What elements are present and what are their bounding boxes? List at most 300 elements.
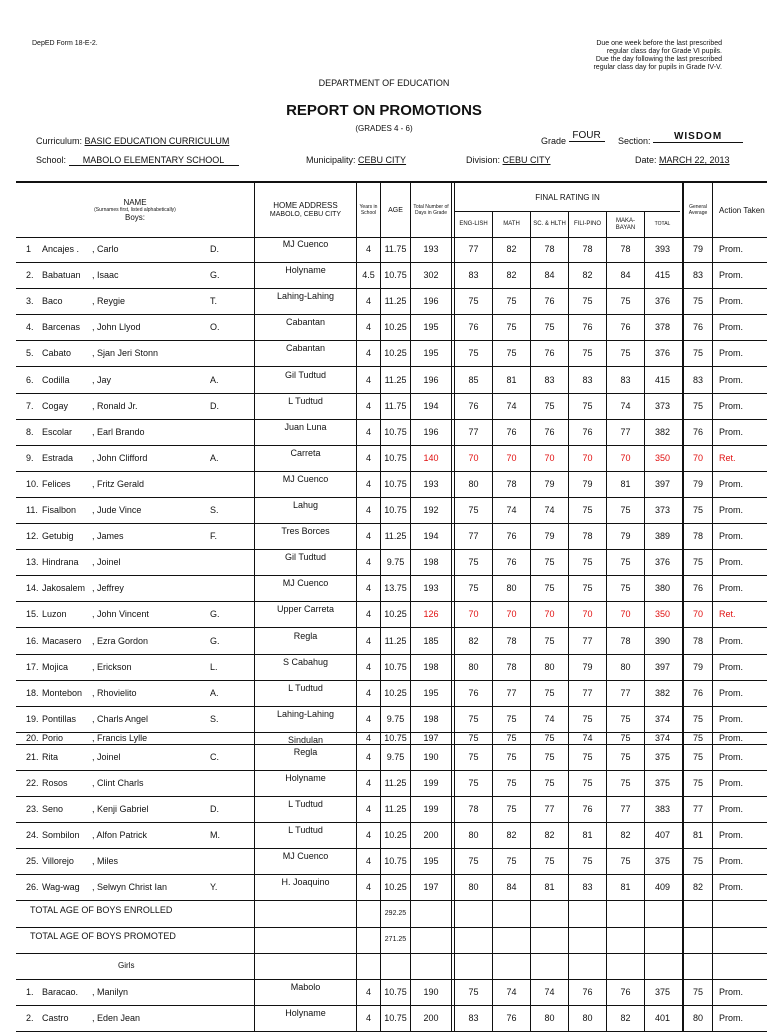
header-address-sub: MABOLO, CEBU CITY — [269, 211, 342, 218]
name-no: 17. — [26, 661, 39, 672]
cell-days: 193 — [410, 575, 452, 601]
table-row — [16, 575, 767, 602]
header-days — [410, 183, 452, 237]
student-name — [26, 445, 254, 471]
cell-eng: 75 — [454, 549, 492, 575]
cell-age: 10.25 — [380, 314, 410, 340]
curriculum-value: BASIC EDUCATION CURRICULUM — [84, 136, 230, 146]
cell-age: 10.75 — [380, 445, 410, 471]
cell-age: 11.25 — [380, 367, 410, 393]
cell-mak: 81 — [606, 874, 644, 900]
name-mi: T. — [210, 296, 218, 307]
name-no: 1. — [26, 986, 34, 997]
name-surname: Fisalbon — [42, 505, 77, 516]
cell-years: 4 — [356, 575, 380, 601]
name-mi: G. — [210, 635, 220, 646]
name-first: , Jude Vince — [92, 505, 142, 516]
header-address-label: HOME ADDRESS — [273, 201, 338, 210]
student-name — [26, 549, 254, 575]
cell-mak: 82 — [606, 822, 644, 848]
cell-total: 376 — [644, 288, 680, 314]
cell-total: 375 — [644, 979, 680, 1005]
cell-address: S Cabahug — [254, 654, 356, 680]
cell-total: 373 — [644, 393, 680, 419]
total-promoted-row — [16, 927, 767, 954]
student-name — [26, 732, 254, 744]
cell-days — [410, 953, 452, 979]
cell-eng: 80 — [454, 654, 492, 680]
cell-address: MJ Cuenco — [254, 471, 356, 497]
cell-sci: 80 — [530, 1005, 568, 1031]
cell-years: 4 — [356, 874, 380, 900]
cell-years: 4 — [356, 367, 380, 393]
name-no: 13. — [26, 557, 39, 568]
cell-total: 415 — [644, 262, 680, 288]
cell-age: 10.75 — [380, 1005, 410, 1031]
cell-mak: 76 — [606, 979, 644, 1005]
cell-action: Prom. — [712, 654, 767, 680]
cell-age: 10.75 — [380, 471, 410, 497]
cell-total: 374 — [644, 732, 680, 744]
cell-age: 10.75 — [380, 848, 410, 874]
cell-age: 11.25 — [380, 523, 410, 549]
cell-years: 4 — [356, 680, 380, 706]
total-promoted-row-label: TOTAL AGE OF BOYS PROMOTED — [30, 930, 176, 941]
table-row — [16, 523, 767, 550]
cell-age: 13.75 — [380, 575, 410, 601]
table-row — [16, 770, 767, 797]
cell-eng: 76 — [454, 393, 492, 419]
name-surname: Rita — [42, 751, 59, 762]
cell-fil: 79 — [568, 654, 606, 680]
cell-sci: 80 — [530, 654, 568, 680]
cell-years: 4 — [356, 979, 380, 1005]
name-first: , Charls Angel — [92, 713, 149, 724]
date-value: MARCH 22, 2013 — [659, 155, 730, 165]
cell-address: Mabolo — [254, 979, 356, 1005]
cell-ave: 76 — [682, 575, 712, 601]
cell-ave: 78 — [682, 628, 712, 654]
cell-mak — [606, 901, 644, 927]
header-general-average-label: General Average — [688, 204, 708, 216]
cell-eng: 75 — [454, 744, 492, 770]
cell-action: Ret. — [712, 445, 767, 471]
cell-action: Prom. — [712, 628, 767, 654]
cell-total: 383 — [644, 796, 680, 822]
name-mi: F. — [210, 531, 218, 542]
cell-age: 10.25 — [380, 601, 410, 627]
cell-fil — [568, 953, 606, 979]
name-first: , Joinel — [92, 557, 121, 568]
cell-days: 194 — [410, 523, 452, 549]
report-title: REPORT ON PROMOTIONS — [286, 102, 482, 119]
cell-mak: 75 — [606, 288, 644, 314]
cell-days — [410, 927, 452, 953]
name-no: 26. — [26, 882, 39, 893]
school-value: MABOLO ELEMENTARY SCHOOL — [69, 155, 239, 166]
cell-eng: 75 — [454, 706, 492, 732]
student-name — [26, 822, 254, 848]
student-name — [26, 680, 254, 706]
cell-eng: 83 — [454, 262, 492, 288]
department-heading: DEPARTMENT OF EDUCATION — [318, 78, 450, 88]
cell-action: Prom. — [712, 393, 767, 419]
header-years-label: Years in School — [359, 204, 378, 216]
cell-address: Lahing-Lahing — [254, 288, 356, 314]
name-first: , Rhovielito — [92, 687, 137, 698]
name-first: , John Clifford — [92, 452, 148, 463]
cell-sci: 78 — [530, 236, 568, 262]
section-field — [618, 131, 743, 148]
cell-ave: 78 — [682, 523, 712, 549]
name-no: 18. — [26, 687, 39, 698]
cell-sci: 75 — [530, 575, 568, 601]
name-first: , James — [92, 531, 124, 542]
cell-eng: 78 — [454, 796, 492, 822]
cell-days: 198 — [410, 549, 452, 575]
cell-eng: 75 — [454, 979, 492, 1005]
cell-address: Carreta — [254, 445, 356, 471]
table-row — [16, 340, 767, 367]
cell-age: 9.75 — [380, 744, 410, 770]
header-math — [492, 211, 530, 237]
name-mi: G. — [210, 609, 220, 620]
cell-address: Holyname — [254, 262, 356, 288]
table-row — [16, 471, 767, 498]
cell-mak: 80 — [606, 654, 644, 680]
table-row — [16, 796, 767, 823]
cell-address: Cabantan — [254, 340, 356, 366]
cell-days: 197 — [410, 874, 452, 900]
cell-address: MJ Cuenco — [254, 575, 356, 601]
cell-mak: 77 — [606, 680, 644, 706]
total-enrolled-row-label: TOTAL AGE OF BOYS ENROLLED — [30, 904, 173, 915]
cell-action: Prom. — [712, 770, 767, 796]
cell-mak: 75 — [606, 732, 644, 744]
cell-math: 75 — [492, 770, 530, 796]
cell-mak: 84 — [606, 262, 644, 288]
name-surname: Felices — [42, 478, 71, 489]
name-first: , Joinel — [92, 751, 121, 762]
cell-fil: 78 — [568, 236, 606, 262]
cell-mak: 81 — [606, 471, 644, 497]
cell-fil: 82 — [568, 262, 606, 288]
cell-address: L Tudtud — [254, 680, 356, 706]
cell-sci — [530, 953, 568, 979]
name-no: 12. — [26, 531, 39, 542]
header-total-label: TOTAL — [654, 221, 671, 227]
student-name — [26, 575, 254, 601]
table-row — [16, 549, 767, 576]
cell-math: 82 — [492, 236, 530, 262]
table-row — [16, 419, 767, 446]
cell-years: 4 — [356, 236, 380, 262]
cell-days: 195 — [410, 680, 452, 706]
student-name — [26, 848, 254, 874]
header-total — [644, 211, 680, 237]
table-row — [16, 497, 767, 524]
cell-years: 4 — [356, 445, 380, 471]
cell-action: Prom. — [712, 744, 767, 770]
name-surname: Estrada — [42, 452, 74, 463]
cell-action: Prom. — [712, 497, 767, 523]
cell-total: 401 — [644, 1005, 680, 1031]
cell-days: 196 — [410, 288, 452, 314]
name-first: , John Llyod — [92, 322, 141, 333]
cell-ave: 76 — [682, 314, 712, 340]
cell-fil: 75 — [568, 575, 606, 601]
header-science — [530, 211, 568, 237]
cell-days: 126 — [410, 601, 452, 627]
cell-math: 75 — [492, 340, 530, 366]
cell-eng: 83 — [454, 1005, 492, 1031]
table-row — [16, 744, 767, 771]
cell-eng: 85 — [454, 367, 492, 393]
cell-address: H. Joaquino — [254, 874, 356, 900]
cell-math — [492, 953, 530, 979]
table-row — [16, 680, 767, 707]
cell-address: Lahug — [254, 497, 356, 523]
table-row — [16, 654, 767, 681]
cell-age — [380, 953, 410, 979]
cell-math: 84 — [492, 874, 530, 900]
cell-action — [712, 953, 767, 979]
name-mi: A. — [210, 374, 219, 385]
cell-days: 190 — [410, 744, 452, 770]
cell-ave: 75 — [682, 848, 712, 874]
header-action-label: Action Taken — [719, 205, 765, 215]
cell-action — [712, 901, 767, 927]
grade-value: FOUR — [569, 130, 605, 142]
name-surname: Sombilon — [42, 830, 80, 841]
cell-days: 190 — [410, 979, 452, 1005]
cell-total: 376 — [644, 340, 680, 366]
cell-math: 74 — [492, 979, 530, 1005]
student-name — [26, 523, 254, 549]
cell-sci: 75 — [530, 549, 568, 575]
name-surname: Baco — [42, 296, 63, 307]
cell-action: Prom. — [712, 979, 767, 1005]
cell-sci: 79 — [530, 523, 568, 549]
header-filipino — [568, 211, 606, 237]
cell-eng: 75 — [454, 575, 492, 601]
name-no: 6. — [26, 374, 34, 385]
cell-age: 271.25 — [380, 927, 410, 953]
cell-total: 350 — [644, 445, 680, 471]
cell-address: Juan Luna — [254, 419, 356, 445]
cell-days: 194 — [410, 393, 452, 419]
cell-total: 409 — [644, 874, 680, 900]
cell-days: 198 — [410, 706, 452, 732]
cell-years: 4 — [356, 314, 380, 340]
cell-math: 74 — [492, 393, 530, 419]
student-name — [26, 314, 254, 340]
cell-math: 75 — [492, 796, 530, 822]
cell-days: 195 — [410, 314, 452, 340]
header-english-label: ENG-LISH — [459, 221, 488, 227]
name-no: 2. — [26, 1012, 34, 1023]
cell-age: 10.25 — [380, 874, 410, 900]
cell-total: 350 — [644, 601, 680, 627]
name-surname: Cogay — [42, 400, 69, 411]
header-science-label: SC. & HLTH — [533, 221, 566, 227]
student-name — [26, 654, 254, 680]
name-surname: Escolar — [42, 426, 73, 437]
cell-math: 77 — [492, 680, 530, 706]
cell-mak: 75 — [606, 549, 644, 575]
cell-total: 393 — [644, 236, 680, 262]
name-mi: C. — [210, 751, 219, 762]
cell-days: 196 — [410, 419, 452, 445]
cell-math: 82 — [492, 262, 530, 288]
cell-total: 397 — [644, 471, 680, 497]
cell-math: 81 — [492, 367, 530, 393]
cell-math: 78 — [492, 628, 530, 654]
cell-age: 11.75 — [380, 236, 410, 262]
cell-sci: 76 — [530, 340, 568, 366]
cell-fil: 76 — [568, 979, 606, 1005]
cell-math: 75 — [492, 848, 530, 874]
cell-years: 4 — [356, 471, 380, 497]
cell-years: 4 — [356, 796, 380, 822]
cell-action: Prom. — [712, 680, 767, 706]
name-no: 15. — [26, 609, 39, 620]
cell-eng: 76 — [454, 314, 492, 340]
cell-eng: 75 — [454, 340, 492, 366]
name-no: 5. — [26, 348, 34, 359]
cell-years: 4 — [356, 770, 380, 796]
cell-total: 390 — [644, 628, 680, 654]
municipality-label: Municipality: — [306, 155, 356, 165]
name-no: 8. — [26, 426, 34, 437]
cell-age: 10.75 — [380, 419, 410, 445]
cell-mak: 79 — [606, 523, 644, 549]
cell-total: 382 — [644, 419, 680, 445]
cell-sci: 74 — [530, 497, 568, 523]
cell-fil: 75 — [568, 549, 606, 575]
municipality-value: CEBU CITY — [358, 155, 407, 165]
cell-days: 198 — [410, 654, 452, 680]
note-line: regular class day for Grade VI pupils. — [606, 48, 722, 55]
cell-days: 196 — [410, 367, 452, 393]
table-row — [16, 706, 767, 733]
cell-years: 4 — [356, 706, 380, 732]
name-mi: M. — [210, 830, 220, 841]
name-first: , Earl Brando — [92, 426, 145, 437]
cell-mak: 77 — [606, 419, 644, 445]
cell-sci: 70 — [530, 445, 568, 471]
cell-sci: 84 — [530, 262, 568, 288]
cell-sci: 82 — [530, 822, 568, 848]
cell-ave: 75 — [682, 549, 712, 575]
name-mi: A. — [210, 687, 219, 698]
student-name — [26, 601, 254, 627]
cell-ave: 79 — [682, 471, 712, 497]
cell-years: 4 — [356, 601, 380, 627]
student-name — [26, 1005, 254, 1031]
name-surname: Wag-wag — [42, 882, 80, 893]
name-no: 14. — [26, 583, 39, 594]
cell-mak: 83 — [606, 367, 644, 393]
name-no: 21. — [26, 751, 39, 762]
cell-action: Prom. — [712, 340, 767, 366]
cell-math: 70 — [492, 601, 530, 627]
cell-eng: 77 — [454, 236, 492, 262]
cell-age: 11.25 — [380, 288, 410, 314]
header-name-sub: (Surnames first, listed alphabetically) — [94, 207, 176, 213]
cell-sci: 76 — [530, 288, 568, 314]
cell-mak: 82 — [606, 1005, 644, 1031]
name-surname: Baracao. — [42, 986, 79, 997]
cell-action: Prom. — [712, 523, 767, 549]
student-name — [26, 874, 254, 900]
cell-sci: 75 — [530, 770, 568, 796]
cell-sci: 75 — [530, 314, 568, 340]
name-surname: Castro — [42, 1012, 69, 1023]
cell-address: Holyname — [254, 770, 356, 796]
cell-ave: 76 — [682, 419, 712, 445]
cell-address: Lahing-Lahing — [254, 706, 356, 732]
cell-years — [356, 953, 380, 979]
cell-address: L Tudtud — [254, 393, 356, 419]
table-row — [16, 445, 767, 472]
cell-years: 4 — [356, 848, 380, 874]
cell-sci: 75 — [530, 744, 568, 770]
cell-eng: 77 — [454, 419, 492, 445]
cell-years: 4 — [356, 288, 380, 314]
cell-days: 199 — [410, 796, 452, 822]
name-first: , Manilyn — [92, 986, 129, 997]
name-first: , John Vincent — [92, 609, 149, 620]
cell-mak: 77 — [606, 796, 644, 822]
school-label: School: — [36, 155, 67, 165]
name-no: 11. — [26, 505, 38, 516]
name-first: , Clint Charls — [92, 778, 144, 789]
note-line: regular class day for pupils in Grade IV-V. — [593, 64, 722, 71]
cell-math: 76 — [492, 523, 530, 549]
header-name-label: NAME — [123, 198, 147, 207]
cell-years: 4 — [356, 523, 380, 549]
name-surname: Villorejo — [42, 856, 74, 867]
name-no: 10. — [26, 478, 39, 489]
municipality-field — [306, 155, 406, 165]
cell-age: 11.25 — [380, 770, 410, 796]
table-row — [16, 262, 767, 289]
table-row — [16, 874, 767, 901]
cell-fil: 74 — [568, 732, 606, 744]
cell-days: 193 — [410, 236, 452, 262]
cell-fil: 75 — [568, 848, 606, 874]
cell-fil: 75 — [568, 744, 606, 770]
name-first: , Eden Jean — [92, 1012, 141, 1023]
cell-fil: 79 — [568, 471, 606, 497]
header-makabayan — [606, 211, 644, 237]
cell-mak — [606, 927, 644, 953]
cell-ave: 75 — [682, 288, 712, 314]
student-name — [26, 471, 254, 497]
cell-math: 78 — [492, 654, 530, 680]
cell-ave: 83 — [682, 262, 712, 288]
cell-address — [254, 901, 356, 927]
name-mi: D. — [210, 804, 219, 815]
name-no: 1 — [26, 244, 32, 255]
cell-days: 192 — [410, 497, 452, 523]
cell-years — [356, 927, 380, 953]
cell-fil: 76 — [568, 419, 606, 445]
name-surname: Luzon — [42, 609, 67, 620]
cell-math — [492, 927, 530, 953]
cell-eng: 80 — [454, 822, 492, 848]
